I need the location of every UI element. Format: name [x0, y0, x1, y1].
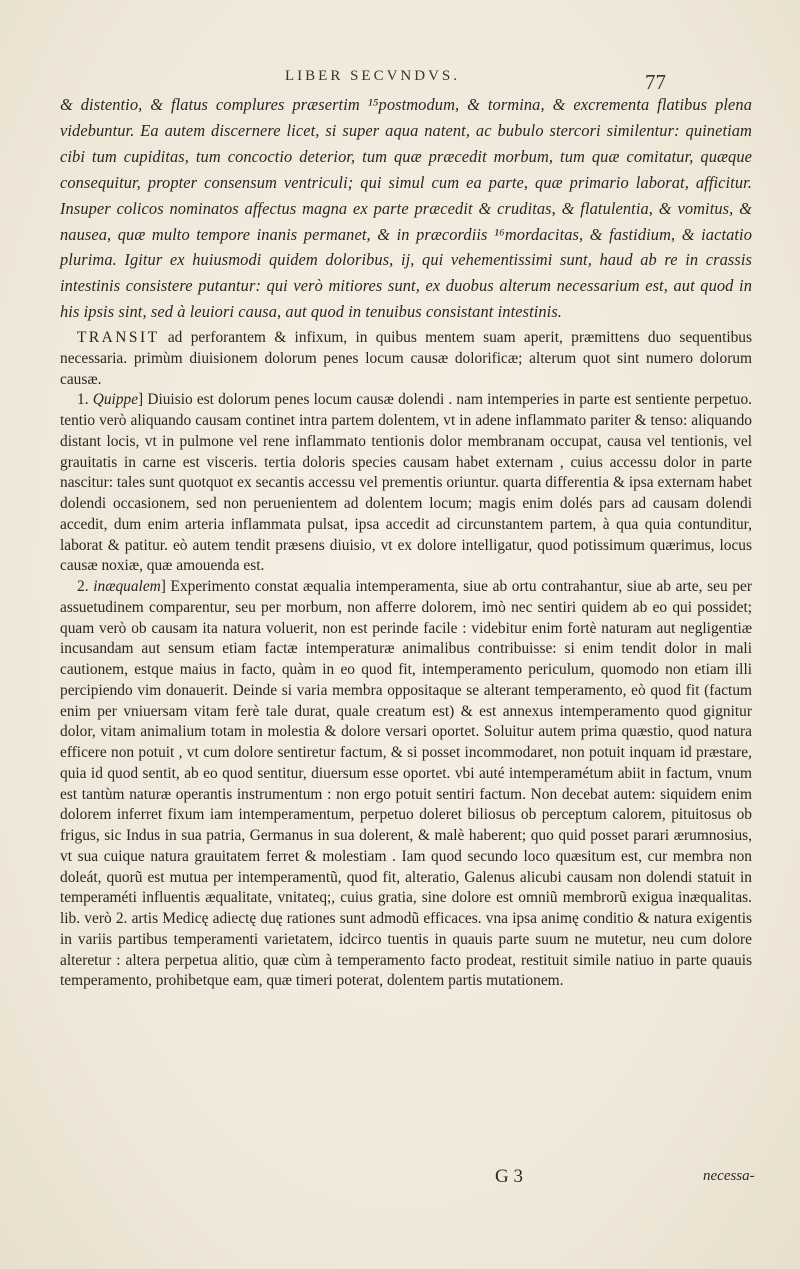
note-2-lemma: inæqualem	[93, 578, 161, 596]
transit-paragraph	[60, 328, 752, 390]
catchword: necessa-	[703, 1168, 755, 1184]
note-2-number: 2.	[77, 578, 89, 596]
commentary-block	[60, 328, 752, 992]
running-title: LIBER SECVNDVS.	[285, 68, 461, 84]
page-footer	[0, 1166, 800, 1196]
main-text	[60, 92, 752, 992]
signature-mark: G 3	[495, 1166, 523, 1187]
note-1-paragraph	[60, 390, 752, 577]
italic-text-block	[60, 92, 752, 325]
note-1-lemma: Quippe	[92, 391, 139, 409]
note-2-text: ] Experimento constat æqualia intemperamenta, siue ab ortu contrahantur, siue ab arte, seu per assuetudinem comparentur, seu per morbum, non afferre dolorem, imò nec sentiri quidem ab eo qui possidet; quam verò ob causam ita natura voluerit, non est perinde facile : videbitur enim fortè naturam aut negligentiæ incusandam aut sensum etiam factæ intemperaturæ animalibus contribuisse: si enim tendit dolor in mali cautionem, estque maius in facto, quàm in eo quod fit, intemperamento periculum, quomodo non etiam illi percipiendo vim donauerit. Deinde si varia membra oppositaque se alterant temperamento, eò quod fit (factum enim per vniuersam vitam ferè tale durat, quale creatum est) & est annexus intemperamento quod gignitur dolor, vitam animalium totam in molestia & dolore versari oportet. Soluitur autem prima quæstio, quod natura efficere non potuit , vt cum dolore sentiretur factum, & si posset incommodaret, non potuit inquam id præstare, quia id quod sentit, ab eo quod sentitur, diuersum esse oportet. vbi auté intemperamétum abiit in factum, vnum est tantùm naturæ operantis instrumentum : non ergo potuit sentiri factum. Non decebat autem: siquidem enim dolorem inferret fixum iam intemperamentum, perpetuo doleret biliosus ob perceptum calorem, pituitosus ob frigus, sic Indus in sua patria, Germanus in sua dolerent, & malè haberent; quo quid posset parari ærumnosius, vt sua cuique natura grauitatem ferret & molestiam . Iam quod secundo loco quæsitum est, cur membra non doleát, quorũ est mutua per intemperamentũ, quod fit, alteratio, Galenus alicubi causam non dolendi statuit in temperaméti influentis æqualitate, vnitateq;, cuius gratia, sine dolore est omniũ membrorũ exigua inæqualitas. lib. verò 2. artis Medicę adiectę duę rationes sunt admodũ efficaces. vna ipsa animę conditio & natura exigentis in variis partibus temperamenti varietatem, idcirco tuentis in quauis parte suum ne mutetur, neu cum dolore alteretur : altera perpetua alitio, quæ cùm à temperamento facto prodeat, restituit simile natiuo in parte quauis temperamento, prohibetque eam, quæ timeri poterat, dolentem partis mutationem.	[60, 578, 752, 990]
page-number: 77	[645, 70, 666, 94]
italic-paragraph: & distentio, & flatus complures præsertim ¹⁵postmodum, & tormina, & excrementa flatibus plena videbuntur. Ea autem discernere licet, si super aqua natent, ac bubulo stercori similentur: quinetiam cibi tum cupiditas, tum concoctio deterior, tum quæ præcedit morbum, tum quæ comitatur, quæque consequitur, propter consensum ventriculi; qui simul cum ea parte, quæ primario laborat, afficitur. Insuper colicos nominatos affectus magna ex parte præcedit & cruditas, & flatulentia, & vomitus, & nausea, quæ multo tempore inanis permanet, & in præcordiis ¹⁶mordacitas, & fastidium, & iactatio plurima. Igitur ex huiusmodi quidem doloribus, ij, qui vehementissimi sunt, haud ab re in crassis intestinis consistere putantur: qui verò mitiores sunt, ex duobus alterum necessarium est, aut quod in his ipsis sint, sed à leuiori causa, aut quod in tenuibus consistant intestinis.	[60, 95, 752, 322]
note-2-paragraph	[60, 577, 752, 992]
note-1-text: ] Diuisio est dolorum penes locum causæ dolendi . nam intemperies in parte est sentiente perpetuo. tentio verò aliquando causam continet intra partem dolentem, vt in adene inflammato pariter & tenso: aliquando distant locis, vt in pulmone vel rene inflammato tentionis dolor membranam occupat, causa vel tentionis, vel grauitatis in carne est visceris. tertia doloris species causam habet externam , cuius accessu dolor in parte nascitur: tales sunt quotquot ex secantis accessu vel prementis oriuntur. quarta differentia & ipsa externam habet dolendi occasionem, sed non peruenientem ad dolentem locum; magis enim dolés pars ad causam dolendi accedit, dum enim arteria inflammata pulsat, ipsa accedit ad circunstantem partem, à qua quia contunditur, laborat & patitur. eò autem tendit præsens diuisio, vt ex dolore intelligatur, quod potissimum quærimus, locus causæ noxiæ, quæ amouenda est.	[60, 391, 752, 575]
transit-lead-word: TRANSIT	[77, 329, 160, 347]
transit-text: ad perforantem & infixum, in quibus mentem suam aperit, præmittens duo sequentibus necessaria. primùm diuisionem dolorum penes locum causæ dolorificæ; alterum quot sint numero dolorum causæ.	[60, 329, 752, 388]
note-1-number: 1.	[77, 391, 89, 409]
